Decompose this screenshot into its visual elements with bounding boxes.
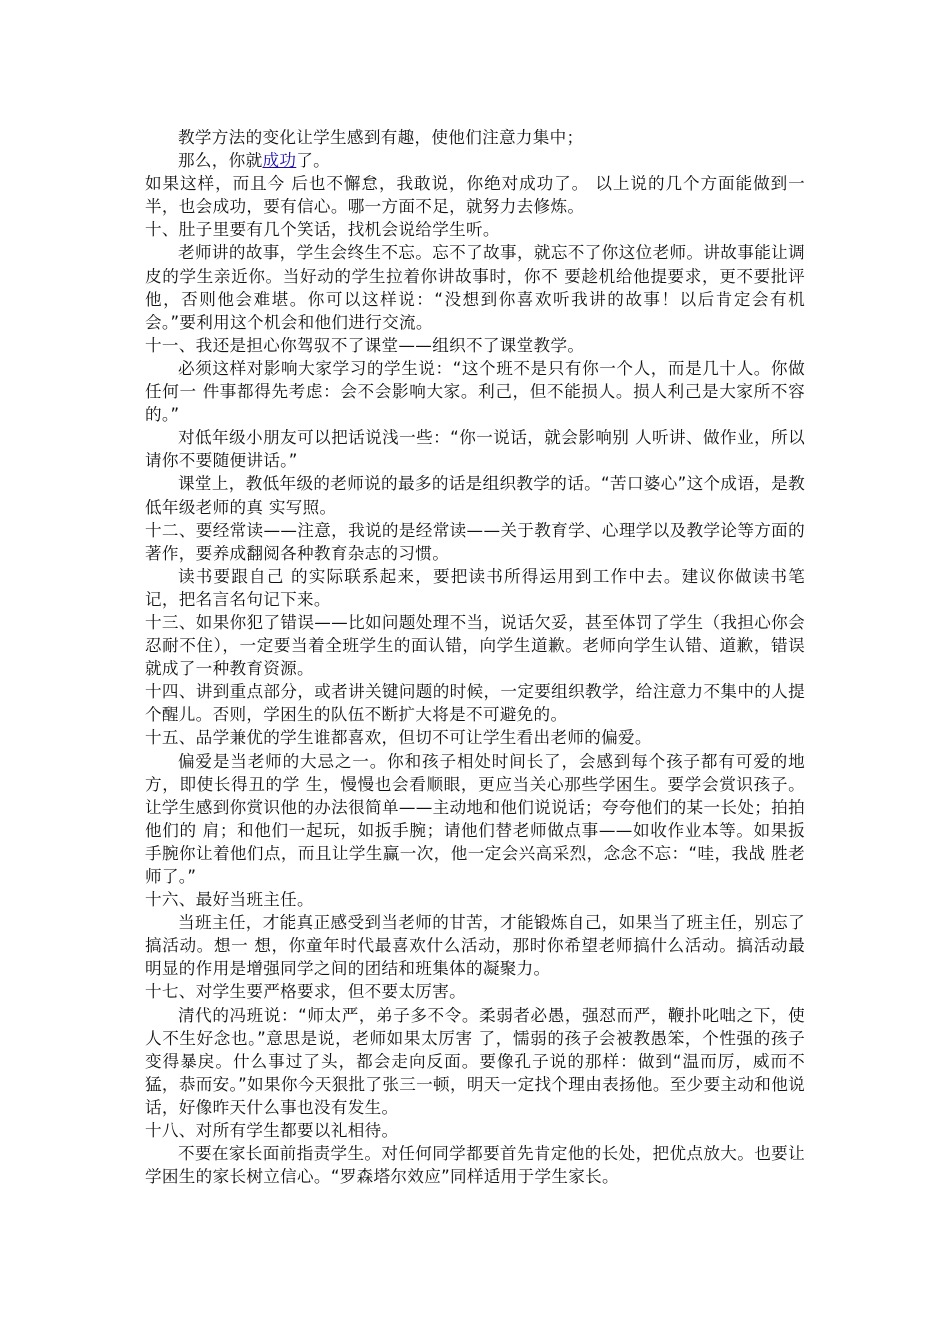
paragraph: 如果这样，而且今 后也不懈怠，我敢说，你绝对成功了。 以上说的几个方面能做到一半，也会成功，要有信心。哪一方面不足，就努力去修炼。	[145, 174, 805, 217]
document-body	[145, 126, 805, 1188]
paragraph: 老师讲的故事，学生会终生不忘。忘不了故事，就忘不了你这位老师。讲故事能让调皮的学生亲近你。当好动的学生拉着你讲故事时，你不 要趁机给他提要求，更不要批评他，否则他会难堪。你可以这样说：“没想到你喜欢听我讲的故事！以后肯定会有机会。”要利用这个机会和他们进行交流。	[145, 243, 805, 332]
paragraph: 教学方法的变化让学生感到有趣，使他们注意力集中；	[178, 128, 584, 147]
success-link[interactable]: 成功	[262, 151, 297, 171]
paragraph: 必须这样对影响大家学习的学生说：“这个班不是只有你一个人，而是几十人。你做任何一 件事都得先考虑：会不会影响大家。利己，但不能损人。损人利己是大家所不容的。”	[145, 358, 805, 425]
paragraph-text: 那么，你就	[178, 151, 263, 171]
section-heading: 十六、最好当班主任。	[145, 890, 314, 910]
paragraph: 对低年级小朋友可以把话说浅一些：“你一说话，就会影响别 人听讲、做作业，所以请你不要随便讲话。”	[145, 428, 805, 471]
paragraph: 不要在家长面前指责学生。对任何同学都要首先肯定他的长处，把优点放大。也要让学困生的家长树立信心。“罗森塔尔效应”同样适用于学生家长。	[145, 1144, 805, 1187]
section-heading: 十五、品学兼优的学生谁都喜欢，但切不可让学生看出老师的偏爱。	[145, 728, 652, 748]
paragraph: 读书要跟自己 的实际联系起来，要把读书所得运用到工作中去。建议你做读书笔记，把名言名句记下来。	[145, 566, 805, 609]
section-heading: 十七、对学生要严格要求，但不要太厉害。	[145, 982, 466, 1002]
paragraph: 偏爱是当老师的大忌之一。你和孩子相处时间长了，会感到每个孩子都有可爱的地方，即使长得丑的学 生，慢慢也会看顺眼，更应当关心那些学困生。要学会赏识孩子。让学生感到你赏识他的办法很简单——主动地和他们说说话；夸夸他们的某一长处；拍拍他们的 肩；和他们一起玩，如扳手腕；请他们替老师做点事——如收作业本等。如果扳手腕你让着他们点，而且让学生赢一次，他一定会兴高采烈，念念不忘：“哇，我战 胜老师了。”	[145, 751, 805, 886]
section-heading: 十二、要经常读——注意，我说的是经常读——关于教育学、心理学以及教学论等方面的著作，要养成翻阅各种教育杂志的习惯。	[145, 520, 805, 563]
paragraph-with-link	[145, 149, 805, 172]
section-heading: 十、肚子里要有几个笑话，找机会说给学生听。	[145, 220, 500, 240]
section-heading: 十三、如果你犯了错误——比如问题处理不当，说话欠妥，甚至体罚了学生（我担心你会忍耐不住），一定要当着全班学生的面认错，向学生道歉。老师向学生认错、道歉，错误就成了一种教育资源。	[145, 612, 805, 679]
paragraph: 课堂上，教低年级的老师说的最多的话是组织教学的话。“苦口婆心”这个成语，是教低年级老师的真 实写照。	[145, 474, 805, 517]
section-heading: 十四、讲到重点部分，或者讲关键问题的时候，一定要组织教学，给注意力不集中的人提个醒儿。否则，学困生的队伍不断扩大将是不可避免的。	[145, 682, 805, 725]
paragraph: 清代的冯班说：“师太严，弟子多不令。柔弱者必愚，强怼而严，鞭扑叱咄之下，使人不生好念也。”意思是说，老师如果太厉害 了，懦弱的孩子会被教愚笨，个性强的孩子变得暴戾。什么事过了头，都会走向反面。要像孔子说的那样：做到“温而厉，威而不猛，恭而安。”如果你今天狠批了张三一顿，明天一定找个理由表扬他。至少要主动和他说话，好像昨天什么事也没有发生。	[145, 1005, 805, 1117]
paragraph: 当班主任，才能真正感受到当老师的甘苦，才能锻炼自己，如果当了班主任，别忘了搞活动。想一 想，你童年时代最喜欢什么活动，那时你希望老师搞什么活动。搞活动最明显的作用是增强同学之间的团结和班集体的凝聚力。	[145, 913, 805, 979]
section-heading: 十八、对所有学生都要以礼相待。	[145, 1121, 399, 1141]
section-heading: 十一、我还是担心你驾驭不了课堂——组织不了课堂教学。	[145, 335, 585, 355]
paragraph-text: 了。	[296, 151, 331, 171]
